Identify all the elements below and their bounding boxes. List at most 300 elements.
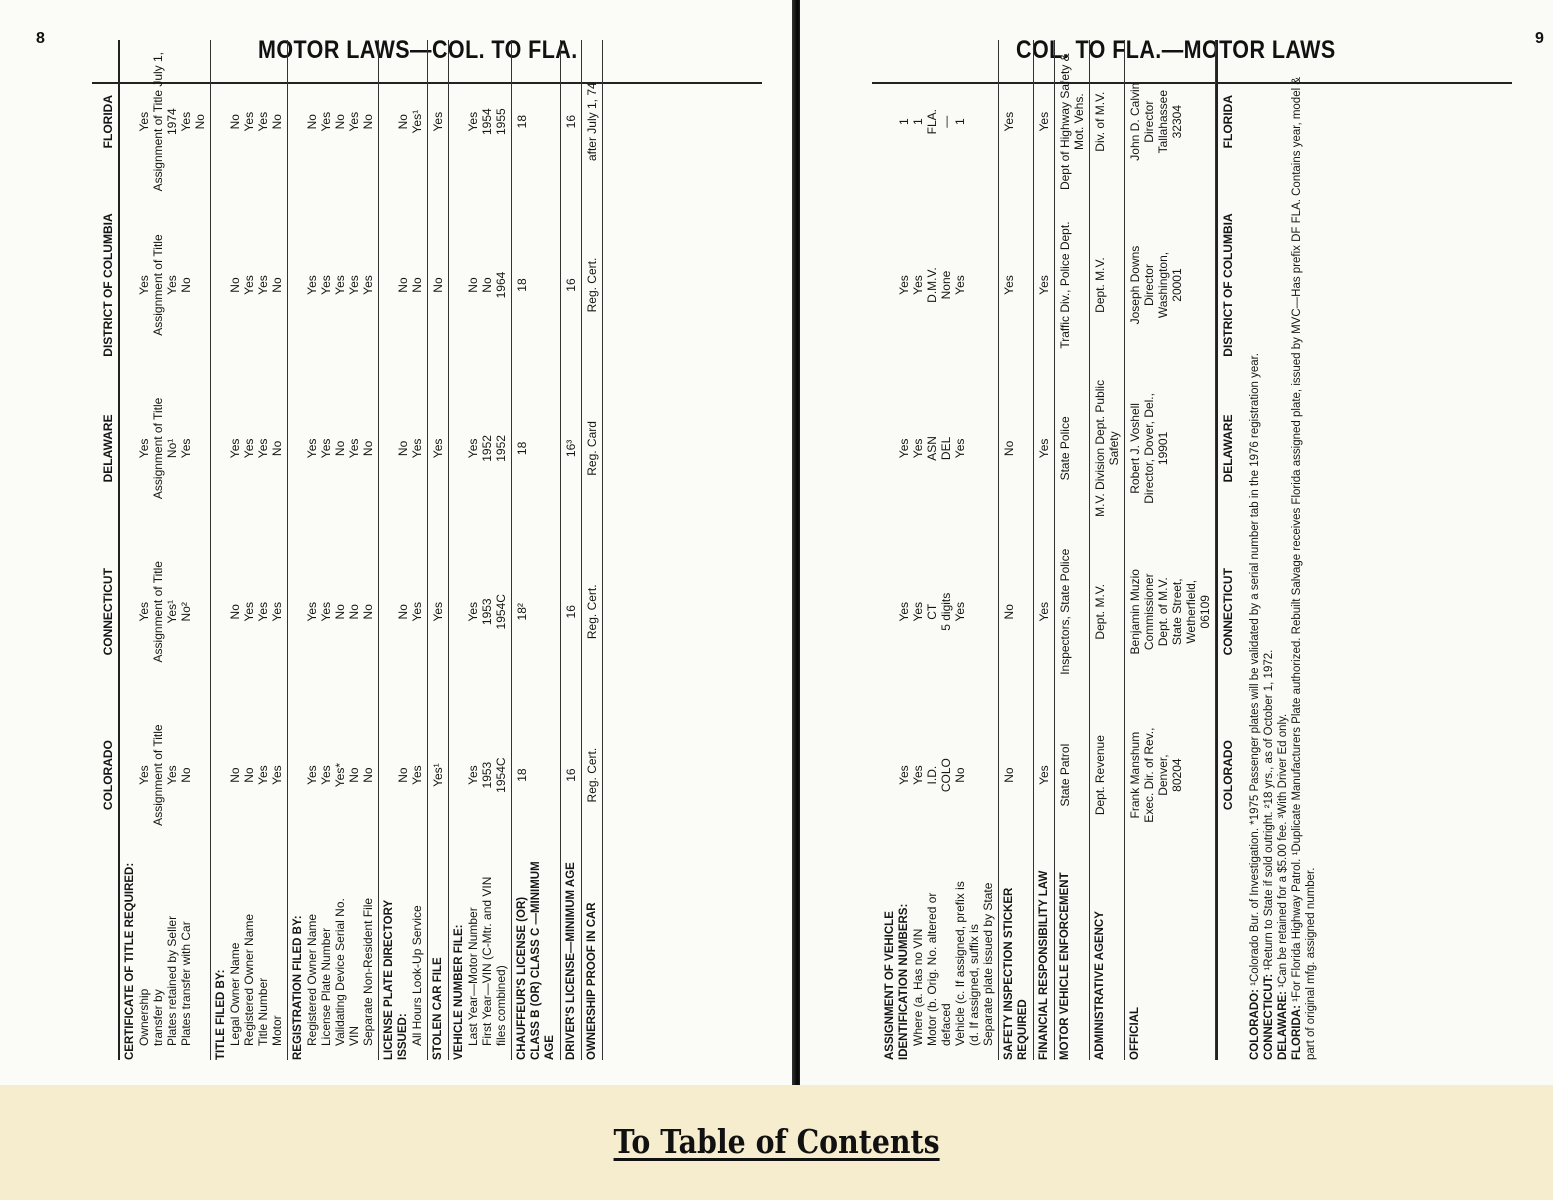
- section-label: [512, 857, 560, 1060]
- row-label: Title Number: [256, 977, 270, 1046]
- value-line: Yes: [319, 601, 333, 622]
- state-value-cell: [512, 203, 560, 366]
- section-title: SAFETY INSPECTION STICKER REQUIRED: [1003, 887, 1029, 1060]
- value-line: No: [228, 277, 242, 293]
- table-section: [120, 40, 211, 1060]
- state-value-cell: [512, 367, 560, 530]
- state-value-cell: [1055, 40, 1089, 203]
- value-line: Yes*: [333, 763, 347, 788]
- value-line: Yes: [911, 601, 925, 622]
- table-section: [1125, 40, 1216, 1060]
- value-spacer: [214, 42, 228, 201]
- value-spacer: [214, 369, 228, 528]
- value-line: No: [179, 767, 193, 783]
- state-value-cell: [120, 203, 210, 366]
- value-line: Yes: [1037, 111, 1051, 132]
- state-value-cell: [1125, 367, 1215, 530]
- value-line: 1: [897, 118, 911, 126]
- value-line: Exec. Dir. of Rev.,: [1142, 727, 1156, 823]
- value-line: Assignment of Title: [151, 397, 165, 500]
- state-value-cell: [1090, 530, 1124, 693]
- state-value-cell: [1125, 693, 1215, 856]
- state-value-cell: [1055, 530, 1089, 693]
- value-line: No: [953, 767, 967, 783]
- value-line: Yes: [911, 438, 925, 459]
- value-line: Yes: [333, 275, 347, 295]
- state-value-cell: [428, 203, 448, 366]
- value-line: 18: [515, 115, 529, 129]
- value-line: No: [333, 440, 347, 457]
- state-value-cell: [120, 40, 210, 203]
- value-line: No: [270, 277, 284, 293]
- column-header: CONNECTICUT: [101, 568, 115, 656]
- state-value-cell: [211, 40, 287, 203]
- value-line: Yes: [953, 601, 967, 622]
- value-line: 16: [564, 278, 578, 292]
- value-line: Traffic Div., Police Dept.: [1058, 221, 1072, 349]
- value-spacer: [291, 532, 305, 691]
- state-value-cell: [288, 530, 378, 693]
- value-line: Yes: [1037, 438, 1051, 459]
- state-value-cell: [428, 693, 448, 856]
- column-header: FLORIDA: [1221, 95, 1235, 149]
- value-line: No: [333, 604, 347, 620]
- value-line: Wetherfield,: [1184, 579, 1198, 644]
- value-line: Yes: [256, 765, 270, 785]
- row-label: Ownership: [137, 988, 151, 1046]
- value-line: CT: [925, 603, 939, 620]
- state-value-cell: [1125, 203, 1215, 366]
- value-line: No: [1002, 767, 1016, 783]
- value-line: Director, Dover, Del.,: [1142, 393, 1156, 504]
- value-line: Yes: [242, 275, 256, 295]
- value-line: Yes: [179, 438, 193, 459]
- state-value-cell: [1034, 693, 1054, 856]
- state-value-cell: [561, 40, 581, 203]
- value-line: Yes: [319, 438, 333, 459]
- value-line: Yes: [1002, 275, 1016, 295]
- column-header-row: [1216, 40, 1238, 1060]
- value-line: ASN: [925, 436, 939, 461]
- value-line: Yes¹: [410, 109, 424, 134]
- value-line: No: [466, 277, 480, 293]
- value-line: Yes: [256, 438, 270, 459]
- section-title: TITLE FILED BY:: [215, 969, 227, 1060]
- value-line: Director: [1142, 264, 1156, 307]
- state-value-cell: [561, 693, 581, 856]
- column-header: DELAWARE: [101, 414, 115, 483]
- section-label: [1034, 857, 1054, 1060]
- value-line: Yes: [1002, 111, 1016, 132]
- value-line: Yes: [256, 601, 270, 622]
- value-line: 16: [564, 115, 578, 129]
- value-spacer: [123, 42, 137, 201]
- value-line: FLA.: [925, 109, 939, 135]
- value-line: No: [396, 767, 410, 783]
- value-line: Dept. Revenue: [1093, 735, 1107, 816]
- value-line: 80204: [1170, 758, 1184, 792]
- footnote-text: ¹For Florida Highway Patrol. ¹Duplicate Manufacturers Plate authorized. Rebuilt Salvage receives Florida assigned plate, issued by MVC—Has prefix DF FLA. Contains year, model & part of original mfg. assigned number.: [1291, 76, 1317, 1060]
- value-line: Reg. Cert.: [585, 257, 599, 313]
- value-line: Yes: [953, 438, 967, 459]
- value-line: No: [431, 277, 445, 293]
- value-spacer: [452, 369, 466, 528]
- state-value-cell: [288, 203, 378, 366]
- state-value-cell: [999, 40, 1033, 203]
- value-line: 16³: [564, 439, 578, 458]
- value-spacer: [291, 369, 305, 528]
- row-label: Separate plate issued by State: [981, 882, 995, 1046]
- value-spacer: [883, 695, 897, 854]
- table-section: [449, 40, 512, 1060]
- value-line: Reg. Cert.: [585, 747, 599, 803]
- state-value-cell: [211, 203, 287, 366]
- footnote: [1248, 60, 1262, 1060]
- state-value-cell: [1034, 203, 1054, 366]
- value-line: Joseph Downs: [1128, 245, 1142, 325]
- value-line: Yes: [137, 275, 151, 295]
- column-header-row: [98, 40, 120, 1060]
- motor-laws-table-right: [880, 40, 1318, 1060]
- section-label: [120, 857, 210, 1060]
- state-value-cell: [288, 40, 378, 203]
- section-title: CHAUFFEUR'S LICENSE (OR) CLASS B (OR) CLASS C —MINIMUM AGE: [516, 861, 556, 1060]
- state-value-cell: [561, 203, 581, 366]
- value-line: 20001: [1170, 268, 1184, 302]
- value-line: Yes: [953, 275, 967, 295]
- value-line: Yes: [242, 438, 256, 459]
- row-label: Registered Owner Name: [305, 913, 319, 1046]
- value-line: Yes: [1037, 601, 1051, 622]
- value-line: 1: [953, 118, 967, 126]
- value-line: Yes: [410, 765, 424, 785]
- value-spacer: [123, 532, 137, 691]
- section-label: [211, 857, 287, 1060]
- value-line: Yes: [179, 111, 193, 132]
- state-value-cell: [1090, 693, 1124, 856]
- value-line: 16: [564, 605, 578, 619]
- row-label: (d. If assigned, suffix is: [967, 924, 981, 1046]
- state-value-cell: [512, 40, 560, 203]
- value-line: Dept. of M.V.: [1156, 577, 1170, 647]
- value-line: No: [480, 277, 494, 293]
- section-label: [449, 857, 511, 1060]
- value-line: Yes: [319, 765, 333, 785]
- section-title: DRIVER'S LICENSE—MINIMUM AGE: [565, 862, 577, 1060]
- value-spacer: [214, 532, 228, 691]
- state-value-cell: [120, 530, 210, 693]
- table-section: [582, 40, 603, 1060]
- value-line: I.D.: [925, 765, 939, 785]
- value-spacer: [291, 42, 305, 201]
- state-value-cell: [449, 40, 511, 203]
- value-spacer: [214, 695, 228, 854]
- section-title: STOLEN CAR FILE: [432, 957, 444, 1060]
- state-value-cell: [1034, 530, 1054, 693]
- value-line: 32304: [1170, 105, 1184, 139]
- page-heading-right: COL. TO FLA.—MOTOR LAWS: [1016, 36, 1336, 64]
- value-line: Yes: [305, 601, 319, 622]
- row-label: Legal Owner Name: [228, 942, 242, 1046]
- footnote-state: FLORIDA:: [1291, 1005, 1303, 1060]
- section-title: FINANCIAL RESPONSIBILITY LAW: [1038, 870, 1050, 1060]
- footnote-text: ¹Return to State if sold outright. ²18 yrs., as of October 1, 1972.: [1263, 649, 1275, 971]
- value-line: Yes: [1037, 275, 1051, 295]
- value-line: Yes: [165, 275, 179, 295]
- footnote-text: ¹Colorado Bur. of Investigation. *1975 Passenger plates will be validated by a serial number tab in the 1976 registration year.: [1249, 352, 1261, 986]
- row-label: Where (a. Has no VIN: [911, 928, 925, 1046]
- value-line: 18: [515, 441, 529, 456]
- value-spacer: [123, 369, 137, 528]
- value-line: No: [361, 114, 375, 130]
- table-section: [880, 40, 999, 1060]
- value-spacer: [452, 695, 466, 854]
- value-line: 1964: [494, 271, 508, 299]
- row-label: Motor (b. Orig. No. altered or defaced: [925, 892, 953, 1046]
- section-label: [1125, 857, 1215, 1060]
- section-label: [379, 857, 427, 1060]
- value-line: Yes¹: [431, 763, 445, 787]
- value-line: Yes: [347, 275, 361, 295]
- state-value-cell: [120, 367, 210, 530]
- value-line: Yes: [305, 438, 319, 459]
- value-line: No: [305, 114, 319, 130]
- value-spacer: [452, 42, 466, 201]
- value-line: Washington,: [1156, 251, 1170, 319]
- value-spacer: [382, 205, 396, 364]
- value-line: Reg. Cert.: [585, 584, 599, 640]
- table-of-contents-link[interactable]: To Table of Contents: [613, 1122, 940, 1161]
- section-title: OWNERSHIP PROOF IN CAR: [586, 902, 598, 1060]
- state-value-cell: [1090, 367, 1124, 530]
- value-line: No: [228, 114, 242, 130]
- row-label: Vehicle (c. If assigned, prefix is: [953, 881, 967, 1046]
- toc-bar: [0, 1122, 1553, 1161]
- value-line: Yes: [242, 601, 256, 622]
- value-line: No: [242, 767, 256, 783]
- value-line: Yes: [137, 111, 151, 132]
- value-line: Inspectors, State Police: [1058, 548, 1072, 675]
- row-label: Validating Device Serial No.: [333, 898, 347, 1046]
- section-title: MOTOR VEHICLE ENFORCEMENT: [1059, 872, 1071, 1060]
- value-line: No: [1002, 604, 1016, 620]
- value-line: Yes: [305, 275, 319, 295]
- value-line: Yes: [270, 765, 284, 785]
- state-value-cell: [449, 693, 511, 856]
- value-line: Assignment of Title: [151, 234, 165, 336]
- table-section: [1034, 40, 1055, 1060]
- footnote-state: DELAWARE:: [1277, 991, 1289, 1060]
- section-title: REGISTRATION FILED BY:: [292, 915, 304, 1060]
- table-section: [512, 40, 561, 1060]
- value-spacer: [382, 42, 396, 201]
- value-line: Yes: [347, 438, 361, 459]
- value-line: 18: [515, 768, 529, 782]
- value-line: Reg. Card: [585, 421, 599, 476]
- value-line: No: [270, 114, 284, 130]
- footnote: [1262, 60, 1276, 1060]
- state-value-cell: [582, 530, 602, 693]
- section-title: CERTIFICATE OF TITLE REQUIRED:: [124, 862, 136, 1060]
- value-line: John D. Calvin: [1128, 82, 1142, 161]
- table-section: [428, 40, 449, 1060]
- state-value-cell: [1034, 40, 1054, 203]
- value-line: —: [939, 115, 953, 128]
- page-number-right: 9: [1535, 30, 1544, 47]
- value-line: D.M.V.: [925, 267, 939, 303]
- value-line: DEL: [939, 436, 953, 461]
- row-label: VIN: [347, 1025, 361, 1046]
- column-header: COLORADO: [101, 740, 115, 811]
- value-line: COLO: [939, 758, 953, 793]
- value-spacer: [382, 369, 396, 528]
- state-value-cell: [880, 530, 998, 693]
- value-line: Benjamin Muzio: [1128, 569, 1142, 655]
- value-line: Yes¹: [165, 599, 179, 624]
- row-label: Separate Non-Resident File: [361, 897, 375, 1046]
- value-line: 5 digits: [939, 592, 953, 631]
- state-value-cell: [1034, 367, 1054, 530]
- value-line: 1953: [480, 598, 494, 626]
- value-line: Yes: [410, 438, 424, 459]
- state-value-cell: [999, 367, 1033, 530]
- value-line: 18: [515, 278, 529, 292]
- value-line: 1952: [480, 435, 494, 462]
- row-label: Registered Owner Name: [242, 913, 256, 1046]
- table-section: [379, 40, 428, 1060]
- value-line: No: [410, 277, 424, 293]
- state-value-cell: [880, 367, 998, 530]
- section-label: [582, 857, 602, 1060]
- table-section: [1055, 40, 1090, 1060]
- state-value-cell: [211, 367, 287, 530]
- value-spacer: [452, 205, 466, 364]
- state-value-cell: [379, 40, 427, 203]
- table-section: [211, 40, 288, 1060]
- value-line: Yes: [137, 438, 151, 459]
- value-spacer: [291, 695, 305, 854]
- header-spacer: [98, 857, 118, 1060]
- state-value-cell: [999, 693, 1033, 856]
- value-line: Frank Manshum: [1128, 731, 1142, 819]
- value-spacer: [883, 532, 897, 691]
- right-page: [800, 0, 1553, 1085]
- footnote-state: CONNECTICUT:: [1263, 973, 1275, 1060]
- value-spacer: [123, 695, 137, 854]
- value-line: Yes: [228, 438, 242, 459]
- value-spacer: [883, 369, 897, 528]
- column-header: COLORADO: [1221, 740, 1235, 811]
- value-line: Yes: [466, 601, 480, 622]
- state-value-cell: [561, 530, 581, 693]
- state-value-cell: [880, 693, 998, 856]
- value-line: Yes: [256, 275, 270, 295]
- value-line: Yes: [1037, 765, 1051, 785]
- value-line: 06109: [1198, 595, 1212, 629]
- value-spacer: [883, 42, 897, 201]
- value-line: No: [361, 604, 375, 620]
- state-value-cell: [379, 203, 427, 366]
- section-label: [880, 857, 998, 1060]
- value-line: No: [228, 767, 242, 783]
- footnotes: [1238, 60, 1318, 1060]
- value-spacer: [291, 205, 305, 364]
- row-label: All Hours Look-Up Service: [410, 905, 424, 1046]
- value-line: Yes: [466, 438, 480, 459]
- state-value-cell: [582, 693, 602, 856]
- state-value-cell: [999, 530, 1033, 693]
- state-value-cell: [1125, 40, 1215, 203]
- column-header: FLORIDA: [101, 95, 115, 149]
- value-line: 1954: [480, 108, 494, 136]
- row-label: Plates retained by Seller: [165, 915, 179, 1046]
- value-line: 1955: [494, 108, 508, 136]
- value-line: State Street,: [1170, 578, 1184, 646]
- value-line: Yes: [911, 275, 925, 295]
- column-header: DISTRICT OF COLUMBIA: [1221, 213, 1235, 357]
- state-value-cell: [1125, 530, 1215, 693]
- value-line: Yes: [319, 111, 333, 132]
- column-header: CONNECTICUT: [1221, 568, 1235, 656]
- value-line: No: [1002, 440, 1016, 457]
- value-line: Yes: [361, 275, 375, 295]
- value-line: Yes: [319, 275, 333, 295]
- value-line: 19901: [1156, 431, 1170, 466]
- state-value-cell: [449, 530, 511, 693]
- value-line: Assignment of Title: [151, 724, 165, 826]
- value-line: Tallahassee: [1156, 90, 1170, 154]
- table-section: [999, 40, 1034, 1060]
- state-value-cell: [1090, 40, 1124, 203]
- section-label: [1055, 857, 1089, 1060]
- value-line: Yes: [431, 111, 445, 132]
- value-line: Director: [1142, 100, 1156, 143]
- value-line: Yes: [137, 765, 151, 785]
- value-line: No: [396, 604, 410, 620]
- motor-laws-table-left: [98, 40, 603, 1060]
- value-line: Yes: [897, 765, 911, 785]
- state-value-cell: [512, 693, 560, 856]
- value-line: 1954C: [494, 757, 508, 793]
- value-line: M.V. Division Dept. Public Safety: [1093, 379, 1121, 517]
- state-value-cell: [288, 367, 378, 530]
- value-line: State Police: [1058, 416, 1072, 481]
- value-line: No: [361, 440, 375, 457]
- state-value-cell: [428, 40, 448, 203]
- value-spacer: [214, 205, 228, 364]
- state-value-cell: [880, 203, 998, 366]
- state-value-cell: [379, 367, 427, 530]
- value-line: Yes: [270, 601, 284, 622]
- value-line: No: [179, 277, 193, 293]
- table-section: [561, 40, 582, 1060]
- value-line: Yes: [410, 601, 424, 622]
- state-value-cell: [1090, 203, 1124, 366]
- state-value-cell: [582, 203, 602, 366]
- state-value-cell: [1055, 693, 1089, 856]
- section-label: [1090, 857, 1124, 1060]
- state-value-cell: [1055, 367, 1089, 530]
- section-title: OFFICIAL: [1129, 1006, 1141, 1060]
- value-line: 1: [911, 118, 925, 126]
- value-line: No: [396, 114, 410, 130]
- value-line: Div. of M.V.: [1093, 91, 1107, 152]
- section-title: ADMINISTRATIVE AGENCY: [1094, 911, 1106, 1060]
- footnote: [1290, 60, 1318, 1060]
- state-value-cell: [379, 693, 427, 856]
- row-label: Plates transfer with Car: [179, 921, 193, 1046]
- value-line: Yes: [911, 765, 925, 785]
